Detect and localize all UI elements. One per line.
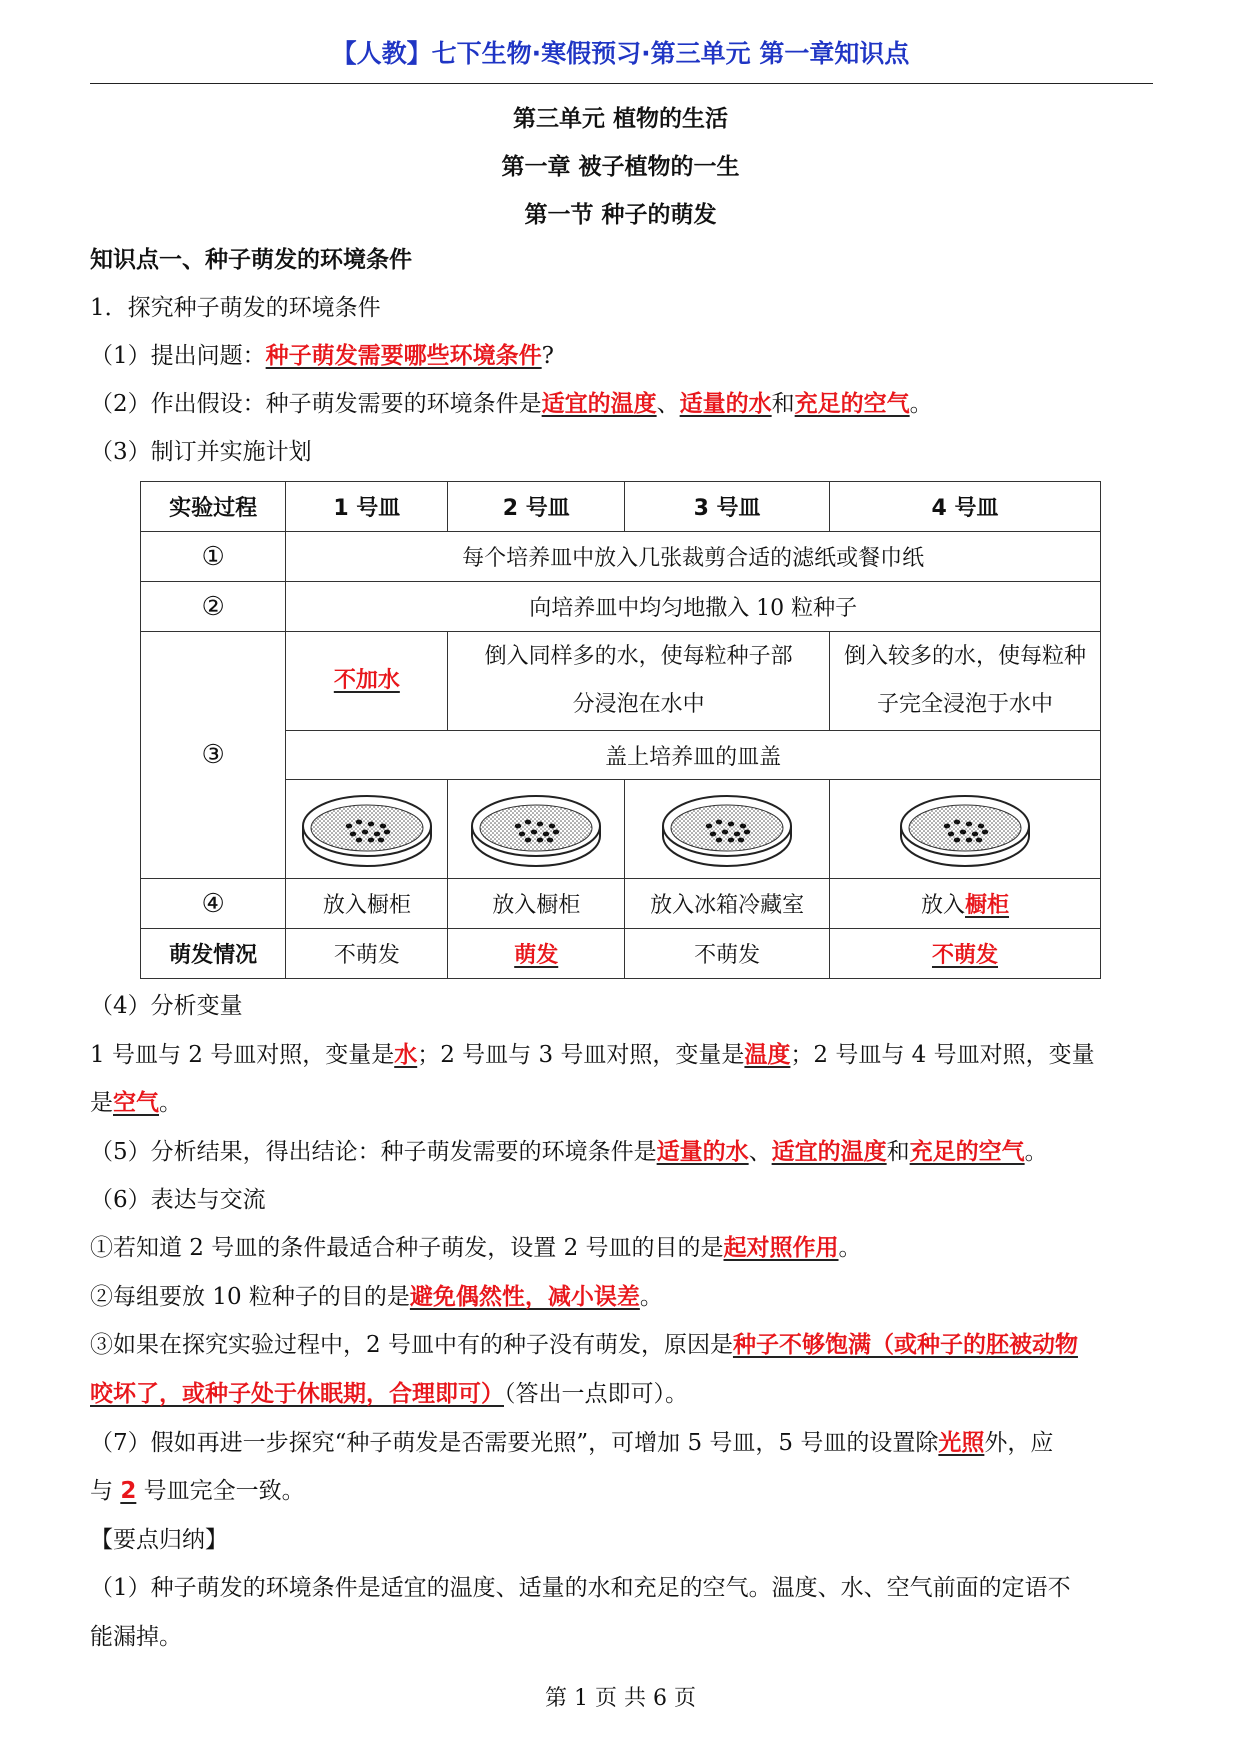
- step-extension-line2: [90, 1475, 1153, 1507]
- table-cell: [830, 929, 1101, 979]
- step-extension-line1: [90, 1427, 1153, 1459]
- seed-icon: [515, 824, 521, 829]
- unit-title: 第三单元 植物的生活: [512, 106, 728, 132]
- answer: 种子萌发需要哪些环境条件: [265, 343, 542, 369]
- text: ③如果在探究实验过程中，2 号皿中有的种子没有萌发，原因是: [90, 1332, 733, 1358]
- answer: 充足的空气: [909, 1139, 1025, 1165]
- step-number: ③: [141, 632, 286, 879]
- header-cell: 1 号皿: [286, 482, 448, 532]
- text: ?: [541, 343, 554, 369]
- summary-title: 【要点归纳】: [90, 1527, 228, 1553]
- text: 。: [909, 391, 933, 417]
- answer: 充足的空气: [794, 391, 910, 417]
- seed-icon: [543, 832, 549, 837]
- seed-icon: [972, 832, 978, 837]
- seed-icon: [966, 822, 972, 827]
- text: 。: [159, 1090, 182, 1116]
- chapter-title: 第一章 被子植物的一生: [501, 154, 740, 180]
- text: 。: [1024, 1139, 1048, 1165]
- question-3-line2: [90, 1378, 1153, 1410]
- seed-icon: [960, 830, 966, 835]
- table-cell: 放入冰箱冷藏室: [625, 879, 830, 929]
- step-variables: （4）分析变量: [90, 993, 243, 1019]
- table-cell: [448, 780, 625, 879]
- petri-dish-icon: [657, 786, 797, 872]
- seed-icon: [710, 832, 716, 837]
- seed-icon: [519, 832, 525, 837]
- seed-icon: [722, 830, 728, 835]
- seed-icon: [734, 832, 740, 837]
- answer: 不萌发: [931, 943, 998, 968]
- seed-icon: [380, 824, 386, 829]
- experiment-table: [140, 481, 1101, 979]
- text: 1 号皿与 2 号皿对照，变量是: [90, 1042, 395, 1068]
- seed-icon: [525, 838, 531, 843]
- seed-icon: [537, 822, 543, 827]
- step-conclusion: [90, 1136, 1153, 1168]
- page-number: 第 1 页 共 6 页: [545, 1686, 696, 1711]
- table-cell: 不萌发: [286, 929, 448, 979]
- seed-icon: [706, 824, 712, 829]
- seed-icon: [740, 824, 746, 829]
- text: 号皿完全一致。: [143, 1478, 305, 1504]
- table-row: [141, 582, 1101, 632]
- text: ；2 号皿与 4 号皿对照，变量: [790, 1042, 1095, 1068]
- item-heading: 1．探究种子萌发的环境条件: [90, 295, 381, 321]
- text: ；2 号皿与 3 号皿对照，变量是: [417, 1042, 745, 1068]
- text: 和: [771, 391, 795, 417]
- summary-line2: 能漏掉。: [90, 1624, 182, 1650]
- seed-icon: [368, 838, 374, 843]
- answer: 避免偶然性，减小误差: [409, 1284, 640, 1310]
- seed-icon: [982, 830, 988, 835]
- seed-icon: [384, 830, 390, 835]
- table-cell: 不萌发: [625, 929, 830, 979]
- seed-icon: [948, 832, 954, 837]
- petri-dish-icon: [297, 786, 437, 872]
- variables-text-line2: [90, 1087, 1153, 1119]
- seed-icon: [346, 824, 352, 829]
- table-cell: [448, 929, 625, 979]
- text: （2）作出假设：种子萌发需要的环境条件是: [90, 391, 542, 417]
- text: 。: [639, 1284, 663, 1310]
- section-title: 第一节 种子的萌发: [524, 202, 717, 228]
- table-cell: 放入橱柜: [448, 879, 625, 929]
- text: ①若知道 2 号皿的条件最适合种子萌发，设置 2 号皿的目的是: [90, 1235, 724, 1261]
- variables-text-line1: [90, 1039, 1153, 1071]
- seed-icon: [966, 838, 972, 843]
- answer: 适宜的温度: [771, 1139, 887, 1165]
- answer: 橱柜: [965, 893, 1010, 918]
- answer: 适宜的温度: [541, 391, 657, 417]
- table-row: [141, 929, 1101, 979]
- text: （7）假如再进一步探究“种子萌发是否需要光照”，可增加 5 号皿，5 号皿的设置除: [90, 1430, 939, 1456]
- table-cell: [830, 632, 1101, 731]
- answer: 萌发: [514, 943, 559, 968]
- cell-text: 倒入同样多的水，使每粒种子部分浸泡在水中: [484, 644, 793, 717]
- seed-icon: [728, 822, 734, 827]
- cell-text: 倒入较多的水，使每粒种子完全浸泡于水中: [843, 644, 1086, 717]
- seed-icon: [531, 830, 537, 835]
- seed-icon: [356, 838, 362, 843]
- seed-icon: [716, 820, 722, 825]
- petri-dish-icon: [895, 786, 1035, 872]
- step-plan: （3）制订并实施计划: [90, 439, 312, 465]
- answer: 温度: [744, 1042, 791, 1068]
- petri-dish-icon: [466, 786, 606, 872]
- answer: 光照: [938, 1430, 985, 1456]
- text: 、: [656, 391, 680, 417]
- seed-icon: [954, 820, 960, 825]
- seed-icon: [374, 832, 380, 837]
- row-label: 萌发情况: [141, 929, 286, 979]
- seed-icon: [537, 838, 543, 843]
- table-cell: [286, 780, 448, 879]
- answer: 不加水: [333, 668, 400, 693]
- question-3-line1: [90, 1329, 1153, 1361]
- text: 外，应: [984, 1430, 1054, 1456]
- table-cell: [830, 879, 1101, 929]
- header-divider: [90, 83, 1153, 84]
- text: ②每组要放 10 粒种子的目的是: [90, 1284, 410, 1310]
- seed-icon: [368, 822, 374, 827]
- seed-icon: [350, 832, 356, 837]
- table-header-row: [141, 482, 1101, 532]
- table-row: [141, 632, 1101, 731]
- answer: 咬坏了，或种子处于休眠期，合理即可）: [90, 1381, 504, 1407]
- text: （答出一点即可）。: [504, 1381, 688, 1407]
- text: 、: [748, 1139, 772, 1165]
- table-row: [141, 532, 1101, 582]
- answer: 2: [120, 1478, 137, 1504]
- header-cell: 3 号皿: [625, 482, 830, 532]
- seed-icon: [976, 838, 982, 843]
- seed-icon: [362, 830, 368, 835]
- text: （1）提出问题：: [90, 343, 266, 369]
- table-cell: 放入橱柜: [286, 879, 448, 929]
- seed-icon: [549, 824, 555, 829]
- seed-icon: [553, 830, 559, 835]
- table-cell: 向培养皿中均匀地撒入 10 粒种子: [286, 582, 1101, 632]
- seed-icon: [978, 824, 984, 829]
- table-cell: [625, 780, 830, 879]
- step-question: [90, 340, 1153, 372]
- knowledge-point-heading: 知识点一、种子萌发的环境条件: [90, 247, 412, 273]
- table-cell: 盖上培养皿的皿盖: [286, 731, 1101, 780]
- step-hypothesis: [90, 388, 1153, 420]
- table-cell: [830, 780, 1101, 879]
- text: 是: [90, 1090, 113, 1116]
- seed-icon: [944, 824, 950, 829]
- text: 。: [838, 1235, 862, 1261]
- seed-icon: [378, 838, 384, 843]
- question-2: [90, 1281, 1153, 1313]
- answer: 水: [394, 1042, 418, 1068]
- step-number: ①: [141, 532, 286, 582]
- text: （5）分析结果，得出结论：种子萌发需要的环境条件是: [90, 1139, 657, 1165]
- seed-icon: [744, 830, 750, 835]
- table-cell: [448, 632, 830, 731]
- table-row: [141, 879, 1101, 929]
- step-communication: （6）表达与交流: [90, 1187, 266, 1213]
- header-cell: 2 号皿: [448, 482, 625, 532]
- seed-icon: [547, 838, 553, 843]
- header-cell: 4 号皿: [830, 482, 1101, 532]
- table-cell: 每个培养皿中放入几张裁剪合适的滤纸或餐巾纸: [286, 532, 1101, 582]
- summary-line1: （1）种子萌发的环境条件是适宜的温度、适量的水和充足的空气。温度、水、空气前面的定语不: [90, 1575, 1071, 1601]
- answer: 空气: [113, 1090, 159, 1116]
- text: 与: [90, 1478, 113, 1504]
- step-number: ④: [141, 879, 286, 929]
- seed-icon: [954, 838, 960, 843]
- seed-icon: [716, 838, 722, 843]
- page-header: 【人教】七下生物·寒假预习·第三单元 第一章知识点: [331, 39, 910, 68]
- answer: 起对照作用: [723, 1235, 839, 1261]
- seed-icon: [356, 820, 362, 825]
- seed-icon: [738, 838, 744, 843]
- step-number: ②: [141, 582, 286, 632]
- answer: 适量的水: [656, 1139, 749, 1165]
- seed-icon: [525, 820, 531, 825]
- answer: 种子不够饱满（或种子的胚被动物: [732, 1332, 1078, 1358]
- table-cell: [286, 632, 448, 731]
- question-1: [90, 1232, 1153, 1264]
- text: 和: [886, 1139, 910, 1165]
- answer: 适量的水: [679, 391, 772, 417]
- header-cell: 实验过程: [141, 482, 286, 532]
- text: 放入: [920, 893, 965, 918]
- seed-icon: [728, 838, 734, 843]
